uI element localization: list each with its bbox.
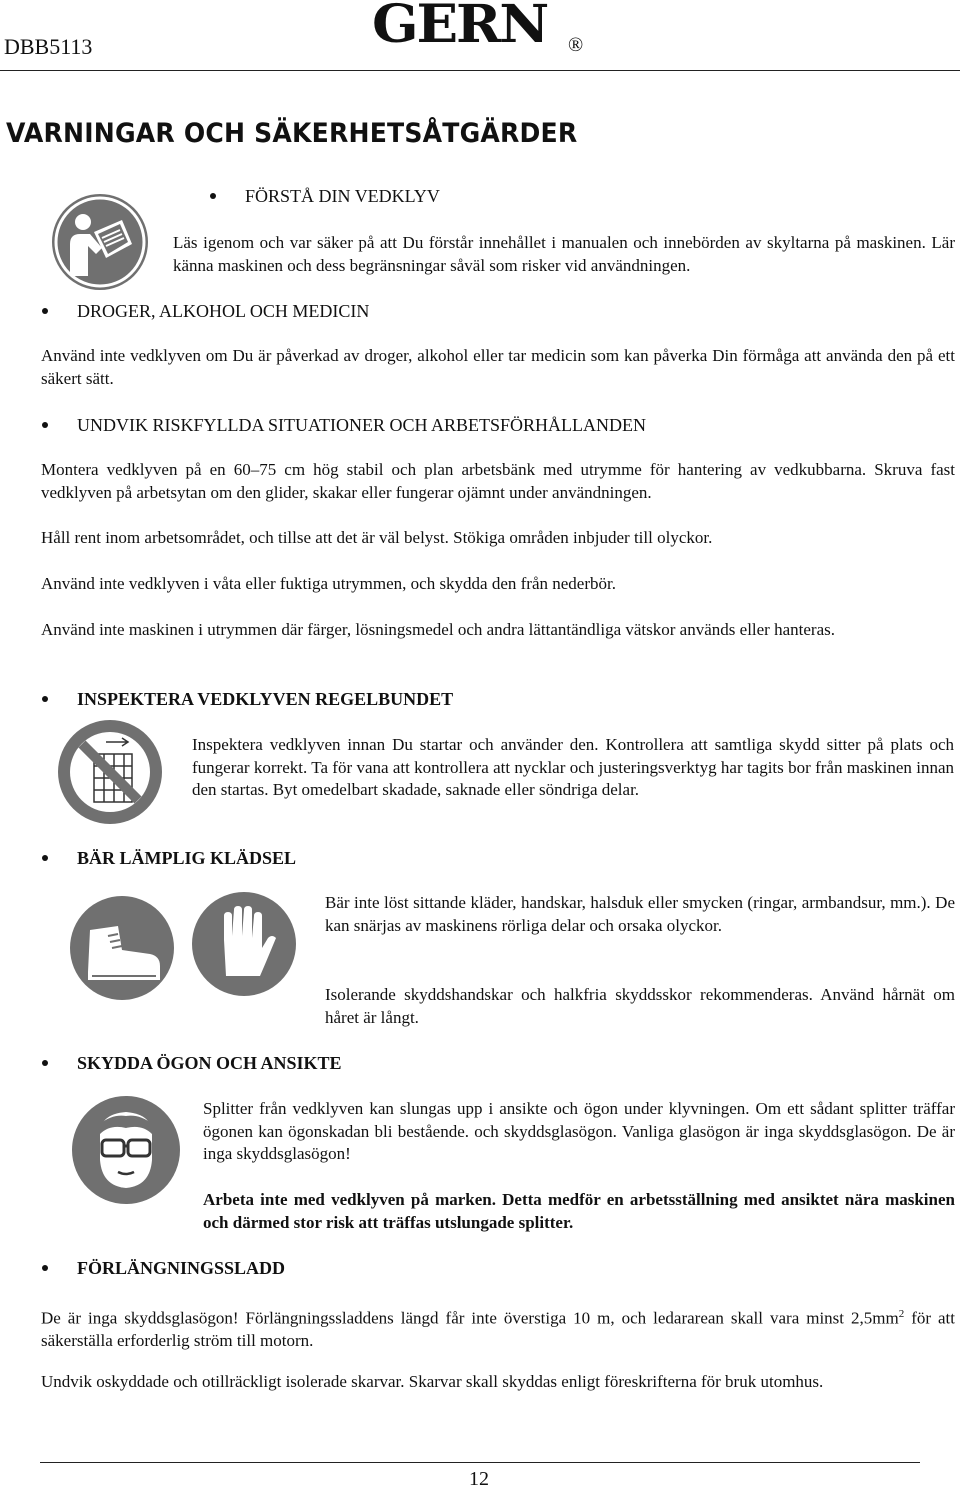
bullet-klader (42, 848, 542, 870)
section-heading: SKYDDA ÖGON OCH ANSIKTE (77, 1053, 342, 1073)
safety-boots-icon (68, 894, 176, 1002)
page-number: 12 (469, 1468, 489, 1490)
bullet-dot (210, 193, 216, 199)
header-divider (0, 70, 960, 71)
bullet-dot (42, 1060, 48, 1066)
page-title: VARNINGAR OCH SÄKERHETSÅTGÄRDER (6, 118, 578, 149)
klader-paragraph-2: Isolerande skyddshandskar och halkfria skyddsskor rekommenderas. Använd hårnät om håret är långt. (325, 985, 955, 1027)
section-heading: FÖRSTÅ DIN VEDKLYV (245, 186, 440, 206)
sladd-paragraph-2: Undvik oskyddade och otillräckligt isolerade skarvar. Skarvar skall skyddas enligt föreskrifterna för bruk utomhus. (41, 1372, 824, 1391)
section-heading: UNDVIK RISKFYLLDA SITUATIONER OCH ARBETSFÖRHÅLLANDEN (77, 415, 647, 435)
bullet-dot (42, 855, 48, 861)
bullet-inspektera (42, 689, 642, 711)
forsta-text: Läs igenom och var säker på att Du förstår innehållet i manualen och innebörden av skyltarna på maskinen. Lär känna maskinen och dess begränsningar såväl som risker vid användningen. (173, 233, 955, 275)
document-id: DBB5113 (4, 34, 93, 59)
protective-gloves-icon (190, 890, 298, 998)
logo-wordmark: GERN (372, 0, 548, 55)
bullet-undvik (42, 415, 842, 437)
inspektera-text: Inspektera vedklyven innan Du startar och använder den. Kontrollera att samtliga skydd sitter på plats och fungerar korrekt. Ta för vana att kontrollera att nycklar och justeringsverktyg har tagits bor från maskinen innan den startas. Byt omedelbart skadade, saknade eller söndriga delar. (192, 735, 954, 800)
klader-paragraph-1: Bär inte löst sittande kläder, handskar, halsduk eller smycken (ringar, armbandsur, mm.). De kan snärjas av maskinens rörliga delar och orsaka olyckor. (325, 893, 955, 935)
bullet-dot (42, 308, 48, 314)
bullet-sladd (42, 1258, 542, 1280)
ogon-paragraph-2: Arbeta inte med vedklyven på marken. Detta medför en arbetsställning med ansiktet nära maskinen och därmed stor risk att träffas utslungade splitter. (203, 1190, 955, 1232)
registered-mark: ® (568, 34, 584, 56)
sladd-text-a: De är inga skyddsglasögon! Förlängningssladdens längd får inte överstiga 10 m, och ledararean skall vara minst 2,5mm (41, 1308, 899, 1328)
superscript: 2 (898, 1308, 905, 1320)
section-heading: INSPEKTERA VEDKLYVEN REGELBUNDET (77, 689, 454, 709)
section-heading: FÖRLÄNGNINGSSLADD (77, 1258, 286, 1278)
bullet-dot (42, 1265, 48, 1271)
safety-goggles-icon (70, 1094, 182, 1206)
footer-divider (40, 1462, 920, 1463)
read-manual-icon (50, 192, 150, 292)
section-heading: DROGER, ALKOHOL OCH MEDICIN (77, 301, 370, 321)
bullet-forsta (210, 186, 610, 208)
gern-logo (372, 0, 602, 60)
undvik-paragraph-4: Använd inte maskinen i utrymmen där färger, lösningsmedel och andra lättantändliga vätskor används eller hanteras. (41, 620, 835, 639)
undvik-paragraph-2: Håll rent inom arbetsområdet, och tillse att det är väl belyst. Stökiga områden inbjuder till olyckor. (41, 528, 713, 547)
section-heading: BÄR LÄMPLIG KLÄDSEL (77, 848, 297, 868)
bullet-dot (42, 696, 48, 702)
ogon-paragraph-1: Splitter från vedklyven kan slungas upp i ansikte och ögon under klyvningen. Om ett sådant splitter träffar ögonen kan ögonskadan bli bestående. och skyddsglasögon. Vanliga glasögon är inga skyddsglasögon. De är inga skyddsglasögon! (203, 1099, 955, 1164)
droger-text: Använd inte vedklyven om Du är påverkad av droger, alkohol eller tar medicin som kan påverka Din förmåga att använda den på ett säkert sätt. (41, 346, 955, 388)
bullet-ogon (42, 1053, 542, 1075)
undvik-paragraph-3: Använd inte vedklyven i våta eller fuktiga utrymmen, och skydda den från nederbör. (41, 574, 616, 593)
undvik-paragraph-1: Montera vedklyven på en 60–75 cm hög stabil och plan arbetsbänk med utrymme för hantering av vedkubbarna. Skruva fast vedklyven på arbetsytan om den glider, skakar eller fungerar ojämnt under användningen. (41, 460, 955, 502)
sladd-text-b: för att säkerställa erforderlig ström till motorn. (41, 1308, 955, 1351)
bullet-droger (42, 301, 542, 323)
bullet-dot (42, 422, 48, 428)
no-gloves-icon (56, 718, 164, 826)
sladd-paragraph-1 (41, 1303, 955, 1353)
